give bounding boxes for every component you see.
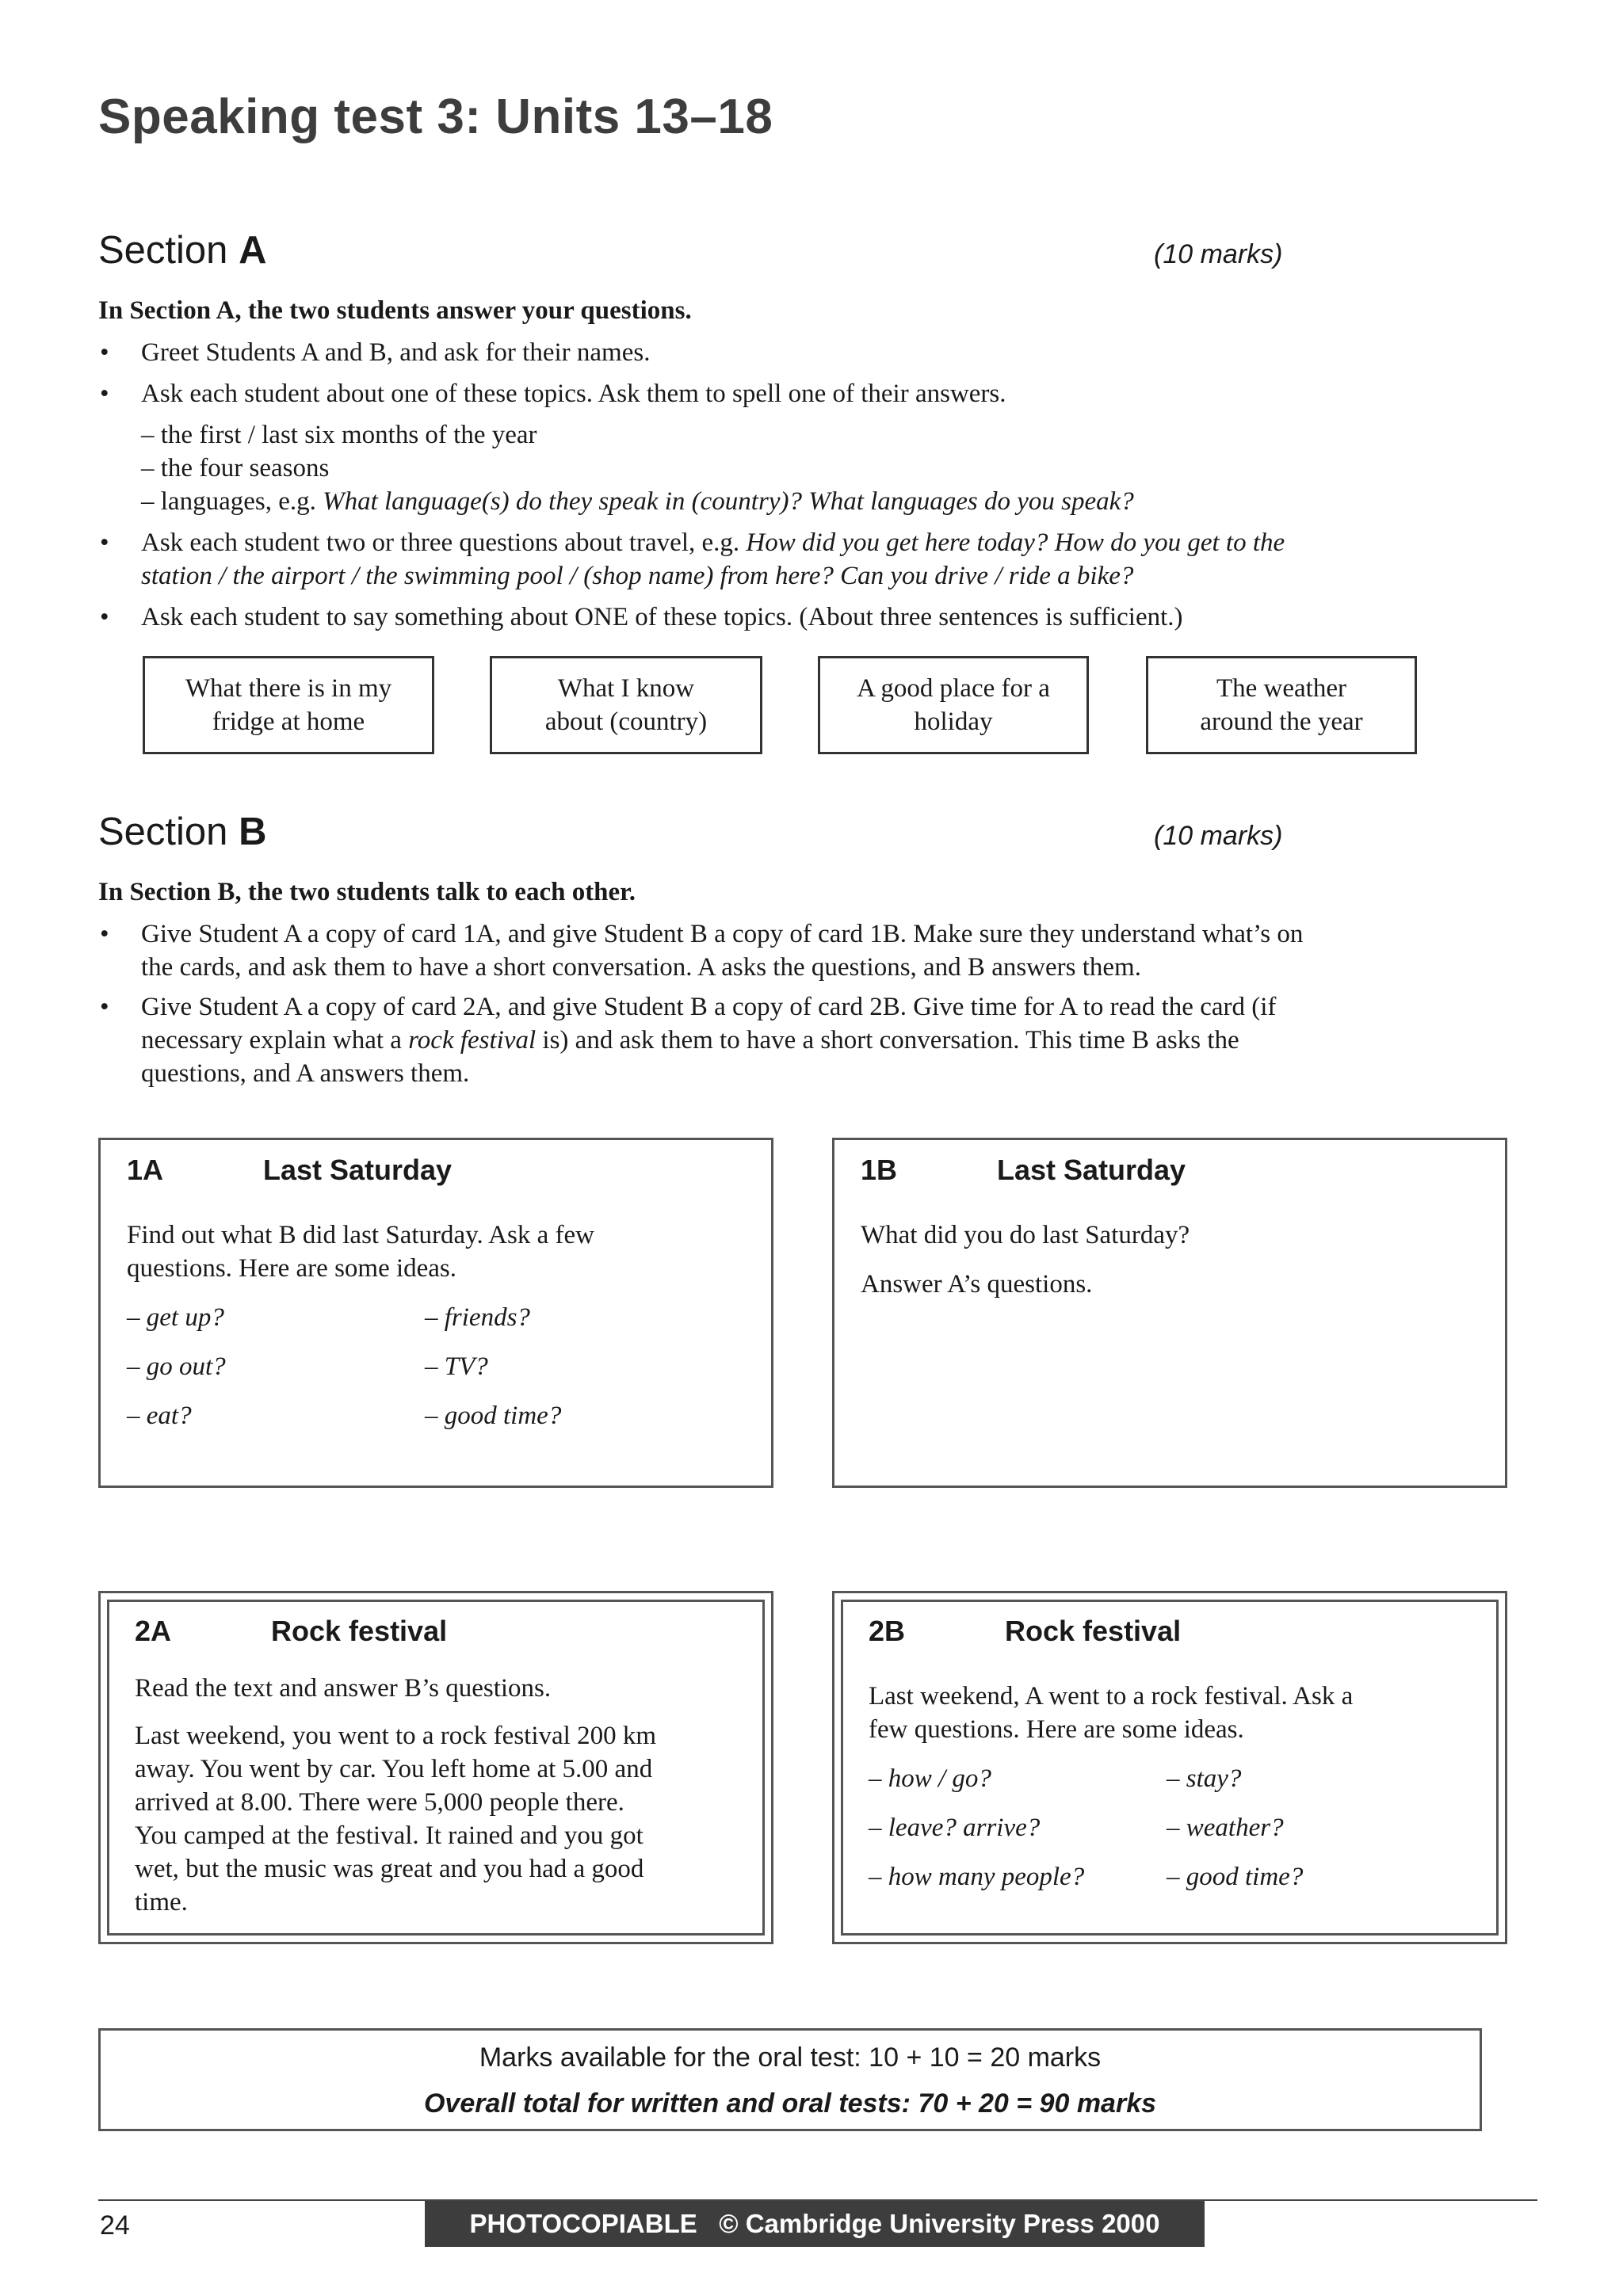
idea-text: – stay? bbox=[1167, 1764, 1242, 1793]
para-line: Last weekend, you went to a rock festival 200 km bbox=[135, 1722, 656, 1750]
bullet-text: necessary explain what a bbox=[141, 1026, 409, 1055]
section-a-bullet-2: • Ask each student about one of these topics. Ask them to spell one of their answers. bbox=[100, 379, 1006, 408]
card-2b-title: Rock festival bbox=[1005, 1615, 1182, 1647]
section-b-heading bbox=[98, 810, 266, 854]
section-a-bullet-3: • Ask each student two or three questions about travel, e.g. How did you get here today? How do you get to the bbox=[100, 528, 1285, 557]
card-2a-line-1: Read the text and answer B’s questions. bbox=[135, 1674, 552, 1703]
bullet-text: Ask each student about one of these topics. Ask them to spell one of their answers. bbox=[141, 379, 1006, 408]
idea-text: – TV? bbox=[425, 1352, 488, 1381]
card-1a-idea bbox=[127, 1301, 224, 1334]
topic-line: The weather bbox=[1216, 674, 1346, 703]
bullet-text: Give Student A a copy of card 1A, and give Student B a copy of card 1B. Make sure they understand what’s on bbox=[141, 920, 1304, 948]
card-2b-line-2: few questions. Here are some ideas. bbox=[869, 1715, 1244, 1744]
card-2b-line-1: Last weekend, A went to a rock festival. Ask a bbox=[869, 1682, 1354, 1711]
section-b-bullet-1-cont: the cards, and ask them to have a short conversation. A asks the questions, and B answers them. bbox=[141, 953, 1141, 982]
sub-text: – languages, e.g. bbox=[141, 487, 323, 516]
marks-summary-line-1: Marks available for the oral test: 10 + 10 = 20 marks bbox=[479, 2042, 1102, 2073]
para-line: arrived at 8.00. There were 5,000 people there. bbox=[135, 1788, 624, 1817]
section-a-bullet-3-cont bbox=[141, 559, 1133, 593]
topic-line: around the year bbox=[1200, 707, 1363, 736]
topic-box-fridge bbox=[143, 656, 434, 754]
card-1b-line-2: Answer A’s questions. bbox=[861, 1270, 1093, 1299]
section-a-intro: In Section A, the two students answer your questions. bbox=[98, 296, 692, 325]
card-1a-idea bbox=[127, 1399, 192, 1432]
section-a-marks: (10 marks) bbox=[1154, 239, 1283, 269]
section-b-bullet-2-cont2: questions, and A answers them. bbox=[141, 1059, 470, 1088]
card-2a-code: 2A bbox=[135, 1615, 172, 1647]
card-1a-idea bbox=[425, 1350, 488, 1383]
bullet-example: station / the airport / the swimming pool / (shop name) from here? Can you drive / ride a bike? bbox=[141, 562, 1134, 590]
section-b-marks: (10 marks) bbox=[1154, 821, 1283, 851]
topic-box-holiday bbox=[818, 656, 1089, 754]
topic-box-country bbox=[490, 656, 762, 754]
topic-line: A good place for a bbox=[857, 674, 1050, 703]
card-1a-line-1: Find out what B did last Saturday. Ask a few bbox=[127, 1221, 594, 1249]
card-2a-para bbox=[135, 1719, 656, 1919]
idea-text: – leave? arrive? bbox=[869, 1814, 1041, 1842]
marks-summary-line-2: Overall total for written and oral tests: 70 + 20 = 90 marks bbox=[423, 2088, 1157, 2119]
card-1a-line-2: questions. Here are some ideas. bbox=[127, 1254, 457, 1283]
section-b-bullet-1: • Give Student A a copy of card 1A, and give Student B a copy of card 1B. Make sure they understand what’s on bbox=[100, 920, 1304, 948]
section-a-word: Section bbox=[98, 229, 228, 272]
card-1a-idea bbox=[425, 1301, 530, 1334]
idea-text: – good time? bbox=[425, 1402, 562, 1430]
para-line: wet, but the music was great and you had a good bbox=[135, 1855, 644, 1883]
page-title: Speaking test 3: Units 13–18 bbox=[98, 90, 773, 144]
idea-text: – eat? bbox=[127, 1402, 192, 1430]
card-2b-idea bbox=[1167, 1762, 1241, 1795]
bullet-example: How did you get here today? How do you get to the bbox=[746, 528, 1285, 557]
card-1a-code: 1A bbox=[127, 1154, 164, 1186]
card-2b-idea bbox=[869, 1860, 1084, 1894]
section-b-letter: B bbox=[239, 810, 267, 853]
bullet-text: Ask each student to say something about ONE of these topics. (About three sentences is sufficient.) bbox=[141, 603, 1183, 631]
card-1a-idea bbox=[127, 1350, 226, 1383]
bullet-text: is) and ask them to have a short conversation. This time B asks the bbox=[536, 1026, 1239, 1055]
section-a-bullet-1: • Greet Students A and B, and ask for their names. bbox=[100, 338, 651, 367]
topic-sub-3 bbox=[141, 485, 1134, 518]
topic-box-weather bbox=[1146, 656, 1417, 754]
card-2b-idea bbox=[1167, 1811, 1284, 1844]
idea-text: – good time? bbox=[1167, 1863, 1304, 1891]
section-b-bullet-2: • Give Student A a copy of card 2A, and give Student B a copy of card 2B. Give time for A to read the card (if bbox=[100, 993, 1277, 1021]
card-2b-idea bbox=[1167, 1860, 1303, 1894]
copyright-text: PHOTOCOPIABLE © Cambridge University Press 2000 bbox=[469, 2209, 1160, 2238]
sub-example: What language(s) do they speak in (country)? What languages do you speak? bbox=[323, 487, 1134, 516]
idea-text: – go out? bbox=[127, 1352, 226, 1381]
section-a-bullet-4: • Ask each student to say something about ONE of these topics. (About three sentences is sufficient.) bbox=[100, 603, 1183, 631]
idea-text: – weather? bbox=[1167, 1814, 1284, 1842]
para-line: You camped at the festival. It rained and you got bbox=[135, 1821, 643, 1850]
section-b-bullet-2-cont bbox=[141, 1024, 1239, 1057]
card-2a-title: Rock festival bbox=[271, 1615, 448, 1647]
card-1b-line-1: What did you do last Saturday? bbox=[861, 1221, 1190, 1249]
card-1b-title: Last Saturday bbox=[997, 1154, 1186, 1186]
para-line: away. You went by car. You left home at 5.00 and bbox=[135, 1755, 653, 1783]
topic-line: What there is in my bbox=[185, 674, 392, 703]
topic-line: What I know bbox=[557, 674, 695, 703]
bullet-text: Give Student A a copy of card 2A, and give Student B a copy of card 2B. Give time for A to read the card (if bbox=[141, 993, 1277, 1021]
topic-sub-2: – the four seasons bbox=[141, 454, 330, 482]
idea-text: – get up? bbox=[127, 1303, 224, 1332]
section-b-intro: In Section B, the two students talk to each other. bbox=[98, 878, 636, 906]
page-number: 24 bbox=[100, 2210, 130, 2241]
bullet-text: Greet Students A and B, and ask for their names. bbox=[141, 338, 651, 367]
topic-line: holiday bbox=[914, 707, 993, 736]
copyright-banner bbox=[425, 2201, 1205, 2247]
bullet-text: Ask each student two or three questions about travel, e.g. bbox=[141, 528, 747, 557]
topic-line: fridge at home bbox=[212, 707, 365, 736]
para-line: time. bbox=[135, 1888, 188, 1917]
idea-text: – friends? bbox=[425, 1303, 530, 1332]
card-1b-code: 1B bbox=[861, 1154, 898, 1186]
card-2b-idea bbox=[869, 1811, 1040, 1844]
idea-text: – how many people? bbox=[869, 1863, 1085, 1891]
card-1a-idea bbox=[425, 1399, 561, 1432]
section-b-word: Section bbox=[98, 810, 228, 853]
topic-line: about (country) bbox=[544, 707, 708, 736]
card-1a-title: Last Saturday bbox=[263, 1154, 453, 1186]
topic-sub-1: – the first / last six months of the year bbox=[141, 421, 537, 449]
section-a-heading bbox=[98, 228, 266, 273]
idea-text: – how / go? bbox=[869, 1764, 991, 1793]
card-1b bbox=[832, 1138, 1507, 1488]
card-2b-idea bbox=[869, 1762, 991, 1795]
bullet-term: rock festival bbox=[408, 1026, 537, 1055]
card-2b-code: 2B bbox=[869, 1615, 906, 1647]
section-a-letter: A bbox=[239, 229, 267, 272]
